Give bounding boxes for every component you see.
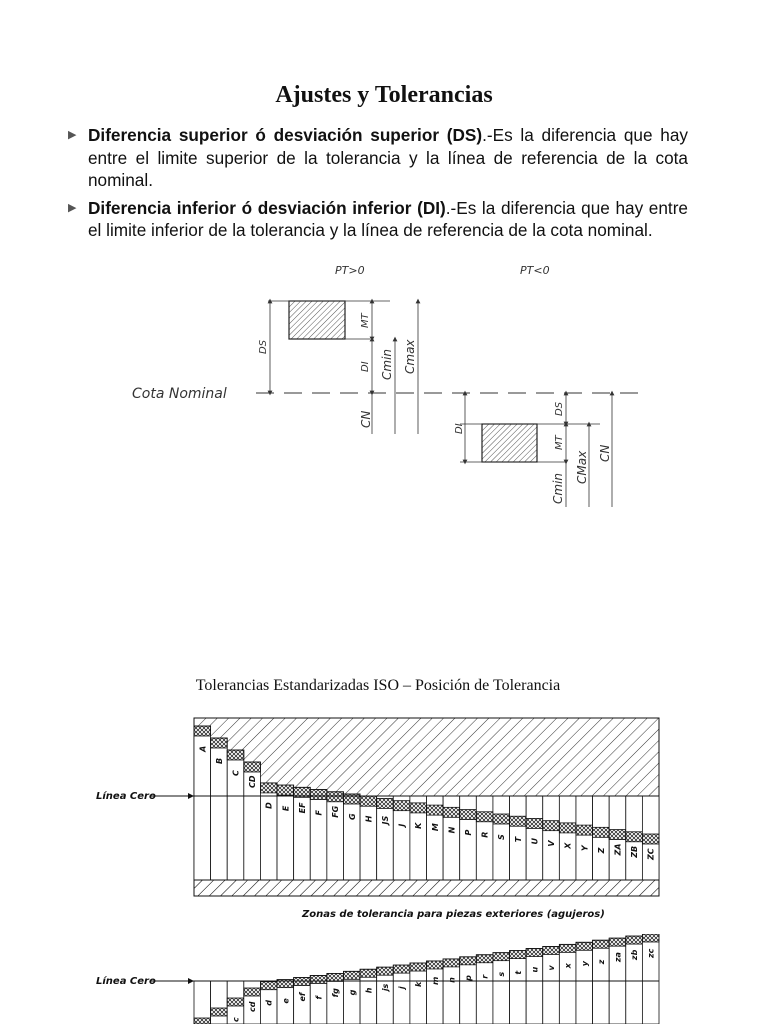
zone-label: FG	[331, 805, 341, 818]
zone-js	[377, 967, 394, 1024]
zone-zb	[626, 936, 643, 1024]
zone-label: d	[264, 999, 274, 1006]
zone-j	[393, 796, 410, 880]
holes-caption: Zonas de tolerancia para piezas exteriores (agujeros)	[302, 909, 605, 920]
zone-label: t	[513, 970, 523, 975]
zone-label: z	[596, 959, 606, 965]
zone-label: s	[497, 971, 507, 977]
zone-v	[543, 796, 560, 880]
zone-js	[377, 796, 394, 880]
zone-label: CD	[248, 775, 258, 788]
zone-g	[343, 794, 360, 880]
zone-label: ZB	[630, 845, 640, 858]
definition-term: Diferencia superior ó desviación superior (DS)	[88, 125, 483, 145]
zone-label: S	[497, 834, 507, 840]
zone-b	[211, 738, 228, 880]
zone-label: EF	[297, 802, 307, 814]
definition-text: .-Es la diferencia que hay entre el limite superior de la tolerancia y la línea de referencia de la cota nominal.	[88, 125, 688, 190]
label-mt: MT	[554, 435, 565, 450]
zone-label: F	[314, 810, 324, 816]
label-cn: CN	[598, 444, 612, 462]
bullet-arrow-icon: ▶	[68, 201, 77, 214]
zone-label: y	[580, 961, 590, 967]
zone-za	[609, 796, 626, 880]
zone-a	[194, 726, 211, 880]
zone-label: p	[464, 975, 474, 981]
zone-x	[559, 944, 576, 1024]
definition-term: Diferencia inferior ó desviación inferior (DI)	[88, 197, 446, 218]
section-caption: Tolerancias Estandarizadas ISO – Posición de Tolerancia	[195, 677, 561, 694]
zone-label: j	[397, 986, 407, 990]
zone-label: cd	[248, 1001, 258, 1012]
zone-m	[427, 796, 444, 880]
zone-n	[443, 796, 460, 880]
zone-ef	[294, 978, 311, 1024]
holes-tolerance-chart	[88, 700, 668, 928]
label-cmax: CMax	[575, 450, 589, 484]
zone-label: ef	[297, 992, 307, 1002]
zone-s	[493, 953, 510, 1024]
page-title: Ajustes y Tolerancias	[275, 82, 493, 108]
deviation-diagram	[0, 262, 768, 512]
zone-zc	[642, 934, 659, 1024]
zone-label: u	[530, 966, 540, 973]
zone-label: n	[447, 977, 457, 983]
zone-label: e	[281, 998, 291, 1004]
zone-p	[460, 957, 477, 1024]
zone-n	[443, 959, 460, 1024]
zone-label: r	[480, 974, 490, 979]
zone-label: js	[380, 983, 390, 992]
zone-label: zc	[646, 948, 656, 958]
zone-f	[310, 975, 327, 1024]
zone-t	[510, 951, 527, 1024]
zone-zc	[642, 796, 659, 880]
zone-z	[593, 796, 610, 880]
zone-label: J	[397, 823, 407, 827]
baseline-label: Línea Cero	[96, 791, 156, 802]
zone-cd	[244, 981, 261, 1024]
zone-label: Z	[596, 847, 606, 854]
label-cmin: Cmin	[380, 348, 394, 380]
zone-label: Y	[580, 845, 590, 852]
zone-label: K	[414, 822, 424, 829]
zone-label: A	[198, 745, 208, 752]
zone-label: v	[547, 965, 557, 971]
zone-v	[543, 946, 560, 1024]
zone-h	[360, 969, 377, 1024]
label-di: DI	[360, 361, 371, 372]
zone-u	[526, 949, 543, 1024]
zone-s	[493, 796, 510, 880]
zone-zb	[626, 796, 643, 880]
zone-label: k	[414, 981, 424, 988]
zone-label: ZC	[646, 848, 656, 860]
zone-label: R	[480, 831, 490, 838]
zone-k	[410, 796, 427, 880]
zone-e	[277, 785, 294, 880]
zone-label: U	[530, 837, 540, 845]
zone-h	[360, 796, 377, 880]
zone-z	[593, 940, 610, 1024]
zone-label: X	[563, 842, 573, 849]
zone-label: D	[264, 802, 274, 809]
zone-label: za	[613, 952, 623, 963]
definition-di	[66, 197, 688, 242]
zone-label: N	[447, 826, 457, 834]
definitions-list	[66, 124, 688, 247]
label-mt: MT	[360, 313, 371, 328]
label-ds: DS	[554, 401, 565, 416]
zone-label: V	[547, 840, 557, 847]
zone-p	[460, 796, 477, 880]
zone-c	[227, 981, 244, 1024]
shafts-zones	[194, 934, 659, 1024]
zone-label: x	[563, 963, 573, 969]
zone-label: g	[347, 989, 357, 996]
zone-fg	[327, 792, 344, 880]
zone-x	[559, 796, 576, 880]
definition-text: .-Es la diferencia que hay entre el limite inferior de la tolerancia y la línea de referencia de la cota nominal.	[88, 197, 688, 240]
definition-ds	[66, 124, 688, 192]
zone-label: fg	[331, 988, 341, 998]
zone-label: B	[214, 757, 224, 764]
zone-label: E	[281, 805, 291, 812]
label-ds: DS	[258, 339, 269, 354]
zone-r	[476, 955, 493, 1024]
zone-label: f	[314, 995, 324, 1000]
zone-label: H	[364, 815, 374, 823]
zone-f	[310, 790, 327, 880]
case-label-negative: PT<0	[520, 264, 550, 277]
bullet-arrow-icon: ▶	[68, 129, 77, 141]
zone-j	[393, 965, 410, 1024]
shafts-tolerance-chart	[88, 934, 668, 1024]
zone-y	[576, 942, 593, 1024]
tolerance-zone-negative	[482, 424, 537, 462]
label-cmax: Cmax	[403, 339, 417, 374]
zone-b	[211, 981, 228, 1024]
zone-d	[260, 981, 277, 1024]
zone-r	[476, 796, 493, 880]
zone-label: zb	[630, 949, 640, 961]
zone-label: T	[513, 836, 523, 843]
zone-a	[194, 981, 211, 1024]
zone-label: h	[364, 987, 374, 994]
zone-label: C	[231, 770, 241, 776]
zone-label: G	[347, 813, 357, 820]
tolerance-zone-positive	[289, 301, 345, 339]
zone-label: JS	[380, 815, 390, 825]
zone-label: M	[430, 823, 440, 832]
label-cmin: Cmin	[551, 472, 565, 504]
baseline-label: Línea Cero	[96, 976, 156, 987]
zone-m	[427, 961, 444, 1024]
zone-k	[410, 963, 427, 1024]
zone-c	[227, 750, 244, 880]
zone-label: c	[231, 1017, 241, 1022]
zone-t	[510, 796, 527, 880]
zone-y	[576, 796, 593, 880]
zone-label: ZA	[613, 843, 623, 856]
zone-e	[277, 980, 294, 1024]
case-label-positive: PT>0	[335, 264, 365, 277]
zone-g	[343, 971, 360, 1024]
zone-label: m	[430, 976, 440, 985]
baseline-label: Cota Nominal	[132, 386, 227, 402]
zone-ef	[294, 787, 311, 880]
label-cn: CN	[359, 410, 373, 428]
zone-label: P	[464, 829, 474, 836]
label-di: DI	[454, 423, 465, 434]
zone-cd	[244, 762, 261, 880]
zone-d	[260, 783, 277, 880]
zone-u	[526, 796, 543, 880]
